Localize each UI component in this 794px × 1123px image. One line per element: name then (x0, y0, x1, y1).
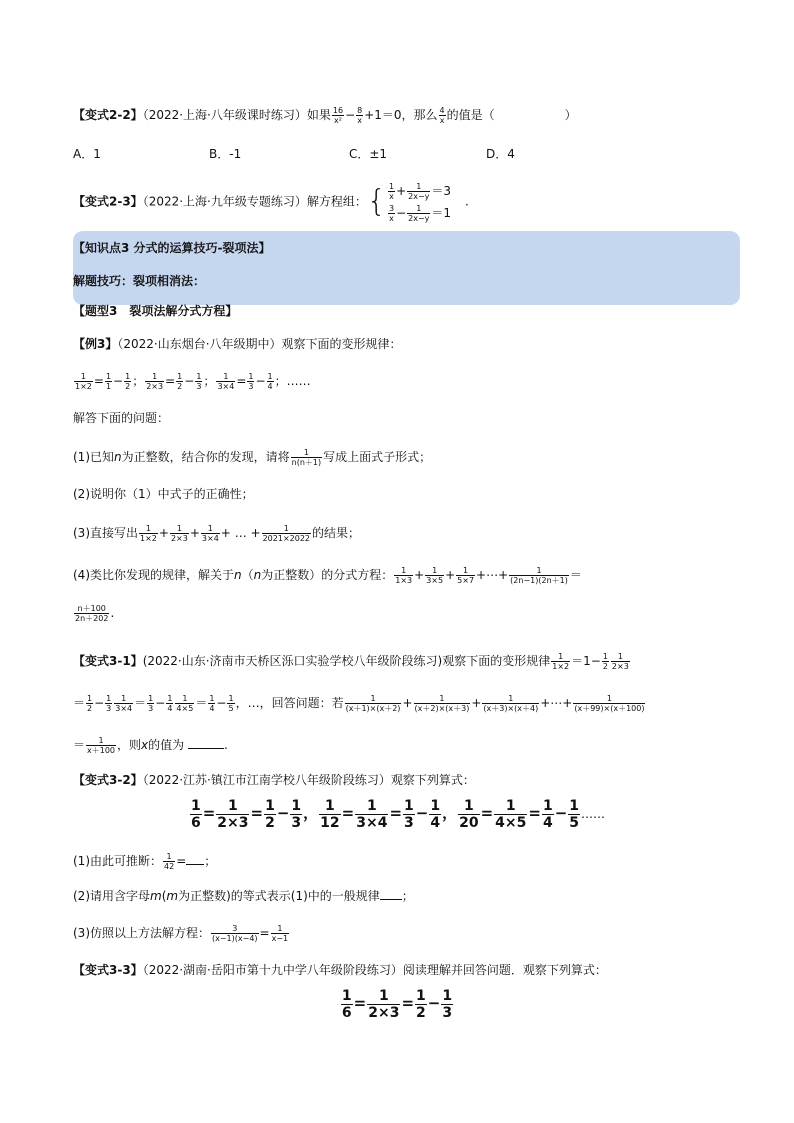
v32-q1: (1)由此可推断： $\frac{1}{42}$ = ； (73, 852, 217, 871)
v32-line: 【变式3-2】（2022·江苏·镇江市江南学校八年级阶段练习）观察下列算式： (73, 773, 475, 787)
ex3-q2: (2)说明你（1）中式子的正确性； (73, 487, 254, 501)
v33-tag: 【变式3-3】 (73, 963, 143, 977)
v22-text3: 的值是（ (446, 108, 495, 122)
v22-source: （2022·上海·八年级课时练习） (142, 108, 307, 122)
q2-blank[interactable] (380, 899, 402, 900)
ex3-pattern: $\frac{1}{1\times 2}$ = $\frac{1}{1}$ − $\frac{1}{2}$ ； $\frac{1}{2\times 3}$ = $\frac{1}{2}$ − $\frac{1}{3}$ ； $\frac{1}{3\times 4}$ = $\frac{1}{3}$ − $\frac{1}{4}$ ；…… (75, 372, 311, 391)
v22-tag: 【变式2-2】 (73, 108, 143, 122)
option-b[interactable]: B．-1 (209, 147, 242, 161)
ex3-q4: (4)类比你发现的规律，解关于n（n为正整数）的分式方程： $\frac{1}{1\times 3}$ + $\frac{1}{3\times 5}$ + $\frac{1}{5\times 7}$ +⋯+ $\frac{1}{(2n-1)(2n+1)}$ ＝ (73, 566, 582, 585)
v23-line: 【变式2-3】（2022·上海·九年级专题练习）解方程组：{ $\frac{1}{x}$ + $\frac{1}{2x-y}$ ＝3 $\frac{3}{x}$ − $\frac{1}{2x-y}$ ＝1 . (73, 182, 469, 223)
v23-source: （2022·上海·九年级专题练习） (142, 194, 307, 209)
v23-text: 解方程组： (306, 194, 367, 209)
v32-big-equation: $\frac{1}{6}$ = $\frac{1}{2\times 3}$ = $\frac{1}{2}$ − $\frac{1}{3}$ ， $\frac{1}{12}$ = $\frac{1}{3\times 4}$ = $\frac{1}{3}$ − $\frac{1}{4}$ ， $\frac{1}{20}$ = $\frac{1}{4\times 5}$ = $\frac{1}{4}$ − $\frac{1}{5}$ …… (190, 798, 606, 831)
v22-text4: ） (564, 108, 577, 122)
type3-title: 【题型3 裂项法解分式方程】 (73, 304, 238, 318)
v22-frac3: $\frac{4}{x}$ (439, 106, 445, 125)
answer-blank[interactable] (188, 748, 224, 749)
knowledge-tip: 解题技巧：裂项相消法： (73, 274, 206, 288)
q1-blank[interactable] (186, 864, 204, 865)
v23-tag: 【变式2-3】 (73, 194, 143, 209)
v33-line: 【变式3-3】（2022·湖南·岳阳市第十九中学八年级阶段练习）阅读理解并回答问题．观察下列算式： (73, 963, 607, 977)
v22-frac1: $\frac{16}{\text{x²}}$ (332, 106, 344, 125)
v32-q2: (2)请用含字母m(m为正整数)的等式表示(1)中的一般规律 ； (73, 889, 414, 903)
ex3-q3: (3)直接写出 $\frac{1}{1\times 2}$ + $\frac{1}{2\times 3}$ + $\frac{1}{3\times 4}$ + … + $\frac{1}{2021\times 2022}$ 的结果； (73, 524, 361, 543)
ex3-text: （2022·山东烟台·八年级期中）观察下面的变形规律： (117, 337, 402, 351)
knowledge-title: 【知识点3 分式的运算技巧-裂项法】 (73, 241, 271, 255)
v32-tag: 【变式3-2】 (73, 773, 143, 787)
v31-line2: ＝ $\frac{1}{2}$ − $\frac{1}{3}$ $\frac{1}{3\times 4}$ ＝ $\frac{1}{3}$ − $\frac{1}{4}$ $\frac{1}{4\times 5}$ ＝ $\frac{1}{4}$ − $\frac{1}{5}$ ，…，回答问题：若 $\frac{1}{(x+1)\times(x+2)}$ + $\frac{1}{(x+2)\times(x+3)}$ + $\frac{1}{(x+3)\times(x+4)}$ +⋯+ $\frac{1}{(x+99)\times(x+100)}$ (73, 694, 645, 713)
v22-minus: − (345, 108, 356, 122)
v22-text1: 如果 (306, 108, 331, 122)
v31-tag: 【变式3-1】 (73, 654, 143, 668)
v32-q3: (3)仿照以上方法解方程： $\frac{3}{(x-1)(x-4)}$ = $\frac{1}{x-1}$ (73, 924, 289, 943)
system-brace: { (366, 184, 386, 219)
v22-line (73, 106, 577, 125)
ex3-q1: (1)已知n为正整数，结合你的发现，请将 $\frac{1}{n(n+1)}$ 写成上面式子形式； (73, 448, 432, 467)
v33-big-equation: $\frac{1}{6}$ = $\frac{1}{2\times 3}$ = $\frac{1}{2}$ − $\frac{1}{3}$ (341, 988, 453, 1021)
ex3-line (73, 336, 402, 352)
option-a[interactable]: A．1 (73, 147, 101, 161)
v31-line1: 【变式3-1】(2022·山东·济南市天桥区泺口实验学校八年级阶段练习)观察下面的变形规律 $\frac{1}{1\times 2}$ ＝1− $\frac{1}{2}$ $\frac{1}{2\times 3}$ (73, 652, 629, 671)
option-c[interactable]: C．±1 (349, 147, 388, 161)
option-d[interactable]: D．4 (486, 147, 515, 161)
v22-frac2: $\frac{8}{x}$ (357, 106, 363, 125)
ex3-q4-rhs: $\frac{n+100}{2n+202}$ . (75, 604, 115, 623)
v31-line3: ＝ $\frac{1}{x+100}$ ，则x的值为 . (73, 736, 228, 755)
equation-system: $\frac{1}{x}$ + $\frac{1}{2x-y}$ ＝3 $\frac{3}{x}$ − $\frac{1}{2x-y}$ ＝1 (388, 182, 452, 223)
ex3-prompt: 解答下面的问题： (73, 411, 170, 425)
v22-text2: +1＝0，那么 (364, 108, 438, 122)
ex3-tag: 【例3】 (73, 337, 118, 351)
